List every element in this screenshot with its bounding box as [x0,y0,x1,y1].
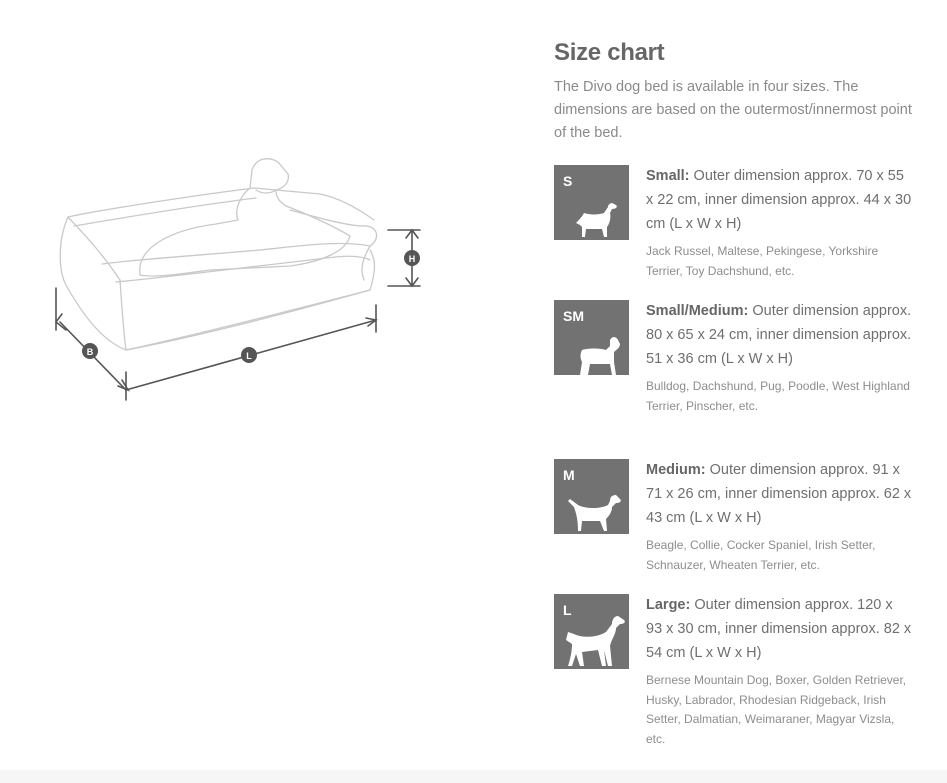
size-code-medium: M [563,467,575,483]
size-description-small-medium [646,300,912,371]
size-detail-small: Outer dimension approx. 70 x 55 x 22 cm, inner dimension approx. 44 x 30 cm (L x W x H) [646,168,912,232]
size-text-small [646,165,912,281]
size-breeds-large: Bernese Mountain Dog, Boxer, Golden Retriever, Husky, Labrador, Rhodesian Ridgeback, Irish Setter, Dalmatian, Weimaraner, Magyar Vizsla, etc. [646,673,907,746]
size-badge-small [554,165,629,240]
size-detail-medium: Outer dimension approx. 91 x 71 x 26 cm, inner dimension approx. 62 x 43 cm (L x W x H) [646,462,912,526]
dog-bed-illustration [40,150,440,410]
size-label-medium: Medium: [646,462,706,478]
size-label-small: Small: [646,168,690,184]
dimension-marker-b [82,343,98,359]
size-code-small: S [563,173,573,189]
dimension-marker-l [241,347,257,363]
svg-text:L: L [246,351,252,361]
size-breeds-small-medium: Bulldog, Dachshund, Pug, Poodle, West Highland Terrier, Pinscher, etc. [646,379,910,413]
size-text-small-medium [646,300,912,416]
svg-text:B: B [86,347,94,357]
size-description-small [646,165,912,236]
size-text-large [646,594,912,749]
size-label-large: Large: [646,597,691,613]
size-breeds-medium: Beagle, Collie, Cocker Spaniel, Irish Setter, Schnauzer, Wheaten Terrier, etc. [646,538,876,572]
svg-text:H: H [408,254,416,264]
size-chart-panel [554,38,914,746]
size-code-small-medium: SM [563,308,584,324]
dimension-marker-h [404,250,420,266]
size-detail-large: Outer dimension approx. 120 x 93 x 30 cm, inner dimension approx. 82 x 54 cm (L x W x H) [646,597,912,661]
size-text-medium [646,459,912,575]
size-detail-small-medium: Outer dimension approx. 80 x 65 x 24 cm, inner dimension approx. 51 x 36 cm (L x W x H) [646,303,912,367]
page-bottom-strip [0,770,947,783]
size-badge-small-medium [554,300,629,375]
size-label-small-medium: Small/Medium: [646,303,749,319]
size-chart-title: Size chart [554,39,665,66]
size-chart-intro: The Divo dog bed is available in four sizes. The dimensions are based on the outermost/innermost point of the bed. [554,79,912,141]
size-badge-large [554,594,629,669]
size-code-large: L [563,602,572,618]
size-breeds-small: Jack Russel, Maltese, Pekingese, Yorkshire Terrier, Toy Dachshund, etc. [646,244,879,278]
size-badge-medium [554,459,629,534]
size-description-medium [646,459,912,530]
size-description-large [646,594,912,665]
